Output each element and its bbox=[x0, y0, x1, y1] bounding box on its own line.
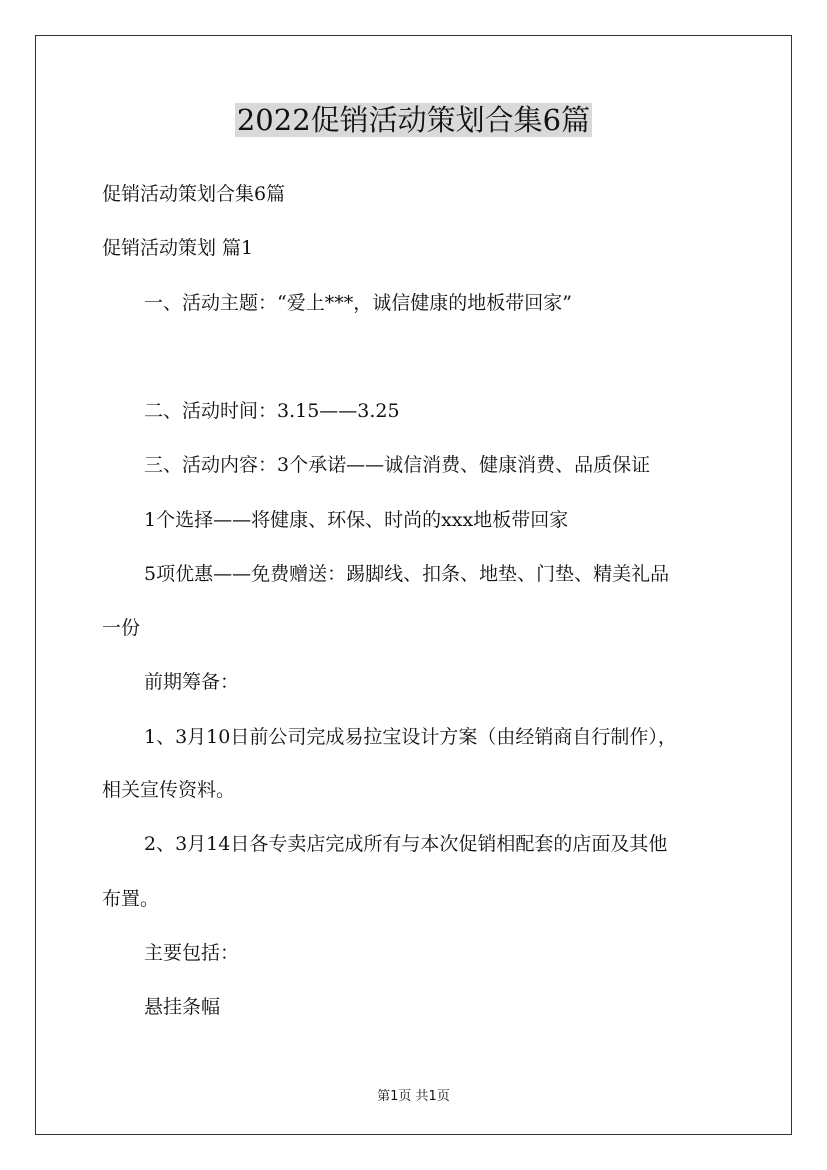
paragraph-line: 相关宣传资料。 bbox=[102, 779, 236, 801]
paragraph-line: 1个选择——将健康、环保、时尚的xxx地板带回家 bbox=[144, 509, 569, 531]
paragraph-line: 5项优惠——免费赠送：踢脚线、扣条、地垫、门垫、精美礼品 bbox=[144, 563, 670, 585]
paragraph-line: 悬挂条幅 bbox=[144, 996, 221, 1018]
paragraph-line: 一、活动主题：“爱上***，诚信健康的地板带回家” bbox=[144, 292, 572, 314]
document-title bbox=[0, 100, 827, 140]
paragraph-line: 2、3月14日各专卖店完成所有与本次促销相配套的店面及其他 bbox=[144, 833, 668, 855]
paragraph-line: 主要包括： bbox=[144, 942, 240, 964]
paragraph-line: 1、3月10日前公司完成易拉宝设计方案（由经销商自行制作）， bbox=[144, 726, 677, 748]
paragraph-line: 布置。 bbox=[102, 888, 160, 910]
document-title-text: 2022促销活动策划合集6篇 bbox=[236, 103, 591, 137]
paragraph-line: 二、活动时间：3.15——3.25 bbox=[144, 400, 400, 422]
paragraph-line: 三、活动内容：3个承诺——诚信消费、健康消费、品质保证 bbox=[144, 454, 651, 476]
section-heading: 促销活动策划 篇1 bbox=[102, 237, 254, 259]
paragraph-line: 一份 bbox=[102, 617, 141, 639]
document-subtitle: 促销活动策划合集6篇 bbox=[102, 183, 286, 205]
paragraph-line: 前期筹备： bbox=[144, 671, 240, 693]
page-footer: 第1页 共1页 bbox=[377, 1089, 450, 1104]
